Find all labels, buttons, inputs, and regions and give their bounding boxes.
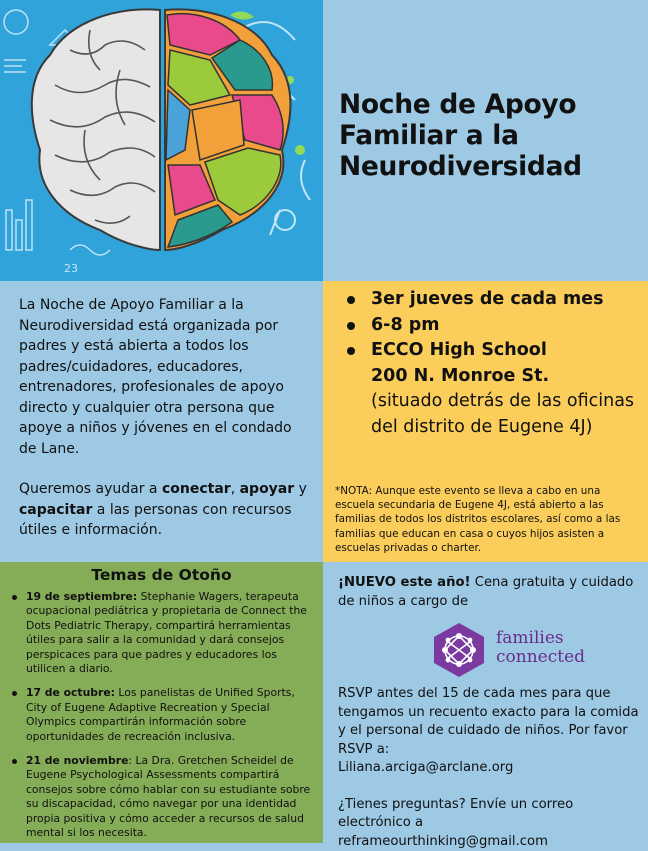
new-text: Cena gratuita y cuidado de niños a cargo de — [338, 575, 633, 609]
event-location — [343, 338, 643, 440]
topic-date: 19 de septiembre: — [26, 590, 137, 603]
logo-line1: families — [496, 628, 564, 648]
event-address: 200 N. Monroe St. — [371, 366, 549, 386]
page-title: Noche de Apoyo Familiar a la Neurodiversidad — [339, 89, 639, 182]
topics-heading: Temas de Otoño — [10, 566, 313, 584]
contact-email[interactable]: reframeourthinking@gmail.com — [338, 834, 548, 849]
topic-item — [10, 590, 313, 676]
mission-text: y — [294, 481, 307, 497]
rsvp-instructions: RSVP antes del 15 de cada mes para que tengamos un recuento exacto para la comida y el personal de cuidado de niños. Por favor RSVP a: — [338, 686, 639, 757]
event-time-text: 6-8 pm — [371, 315, 439, 335]
topic-date: 17 de octubre: — [26, 686, 115, 699]
topic-item — [10, 686, 313, 744]
rsvp-email[interactable]: Liliana.arciga@arclane.org — [338, 760, 513, 775]
families-connected-logo-icon — [428, 621, 490, 679]
topic-text: Stephanie Wagers, terapeuta ocupacional pediátrica y propietaria de Connect the Dots Pediatric Therapy, compartirá herramientas útiles para salir a la comunidad y dará consejos perspicaces para que padres y educadores los utilicen a diario. — [26, 590, 307, 675]
brain-illustration — [0, 0, 323, 281]
bullet-icon — [347, 347, 355, 355]
topic-date: 21 de noviembre — [26, 754, 128, 767]
logo-line2: connected — [496, 647, 585, 667]
event-note: *NOTA: Aunque este evento se lleva a cabo en una escuela secundaria de Eugene 4J, está abierto a las familias de todos los distritos escolares, así como a las familias que educan en casa o cuyos hijos asisten a escuelas privadas o charter. — [335, 484, 641, 555]
svg-text:23: 23 — [64, 262, 78, 275]
title-panel — [323, 0, 648, 281]
mission-support: apoyar — [240, 481, 295, 497]
mission-text: Queremos ayudar a — [19, 481, 162, 497]
rsvp-panel — [323, 562, 648, 843]
event-details-panel — [323, 281, 648, 562]
bullet-icon — [12, 595, 17, 600]
event-date-text: 3er jueves de cada mes — [371, 289, 604, 309]
logo-text — [496, 629, 585, 667]
bullet-icon — [12, 691, 17, 696]
bullet-icon — [347, 322, 355, 330]
topic-item — [10, 754, 313, 840]
intro-paragraph: La Noche de Apoyo Familiar a la Neurodiversidad está organizada por padres y está abierta a todos los padres/cuidadores, educadores, entrenadores, profesionales de apoyo directo y cualquier otra persona que apoye a niños y jóvenes en el condado de Lane. — [19, 295, 313, 459]
new-label: ¡NUEVO este año! — [338, 575, 471, 590]
bullet-icon — [12, 759, 17, 764]
mission-paragraph — [19, 479, 313, 541]
topic-text: Los panelistas de Unified Sports, City of Eugene Adaptive Recreation y Special Olympics compartirán información sobre oportunidades de recreación inclusiva. — [26, 686, 295, 742]
topic-text: : La Dra. Gretchen Scheidel de Eugene Psychological Assessments compartirá consejos sobre cómo hablar con su estudiante sobre su discapacidad, cómo navegar por una identidad propia positiva y cómo acceder a recursos de salud mental si los necesita. — [26, 754, 310, 839]
mission-connect: conectar — [162, 481, 231, 497]
event-time — [343, 313, 643, 339]
intro-panel — [0, 281, 323, 562]
event-location-note: (situado detrás de las oficinas del distrito de Eugene 4J) — [371, 391, 634, 437]
new-this-year — [338, 574, 640, 611]
event-date — [343, 287, 643, 313]
mission-text: , — [231, 481, 240, 497]
questions-instructions: ¿Tienes preguntas? Envíe un correo electrónico a — [338, 797, 573, 831]
mission-empower: capacitar — [19, 502, 92, 518]
topics-list — [10, 590, 313, 841]
mission-text: a las personas con recursos útiles e información. — [19, 502, 292, 539]
brain-illustration-icon — [0, 0, 323, 281]
rsvp-text — [338, 685, 640, 778]
families-connected-logo — [338, 619, 640, 681]
topics-panel — [0, 562, 323, 843]
event-venue: ECCO High School — [371, 340, 547, 360]
bullet-icon — [347, 296, 355, 304]
event-details-list — [343, 287, 643, 440]
